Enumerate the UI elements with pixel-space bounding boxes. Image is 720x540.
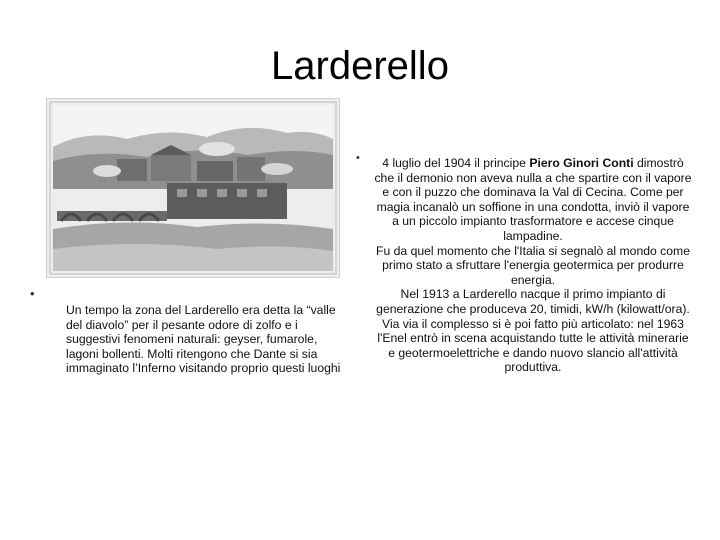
history-paragraph-2: Fu da quel momento che l'Italia si segnalò al mondo come primo stato a sfruttare l'energia geotermica per produrre energia. — [376, 243, 690, 287]
left-description-text: Un tempo la zona del Larderello era detta la “valle del diavolo” per il pesante odore di zolfo e i suggestivi fenomeni naturali: geyser, fumarole, lagoni bollenti. Molti ritengono che Dante si sia immaginato l’Inferno visitando proprio questi luoghi — [66, 303, 341, 376]
right-bullet: • — [356, 152, 360, 164]
slide-title: Larderello — [271, 44, 449, 88]
paragraph-1-intro: 4 luglio del 1904 il principe — [382, 156, 530, 170]
history-paragraph-3: Nel 1913 a Larderello nacque il primo impianto di generazione che produceva 20, timidi, kW/h (kilowatt/ora). Via via il complesso si è poi fatto più articolato: nel 1963 l'Enel entrò in scena acquistando tutte le attività minerarie e geotermoelettriche e dando nuovo slancio all'attività produttiva. — [376, 287, 690, 375]
paragraph-1-body: dimostrò che il demonio non aveva nulla a che spartire con il vapore e con il puzzo che dominava la Val di Cecina. Come per magia incanalò un soffione in una condotta, inviò il vapore a un piccolo impianto trasformatore e accese cinque lampadine. — [374, 156, 692, 243]
historic-engraving-image — [46, 98, 340, 278]
right-history-text — [374, 156, 692, 375]
engraving-illustration — [47, 99, 339, 277]
left-bullet: • — [30, 286, 35, 301]
history-paragraph-1 — [374, 156, 692, 244]
person-name: Piero Ginori Conti — [529, 156, 634, 170]
